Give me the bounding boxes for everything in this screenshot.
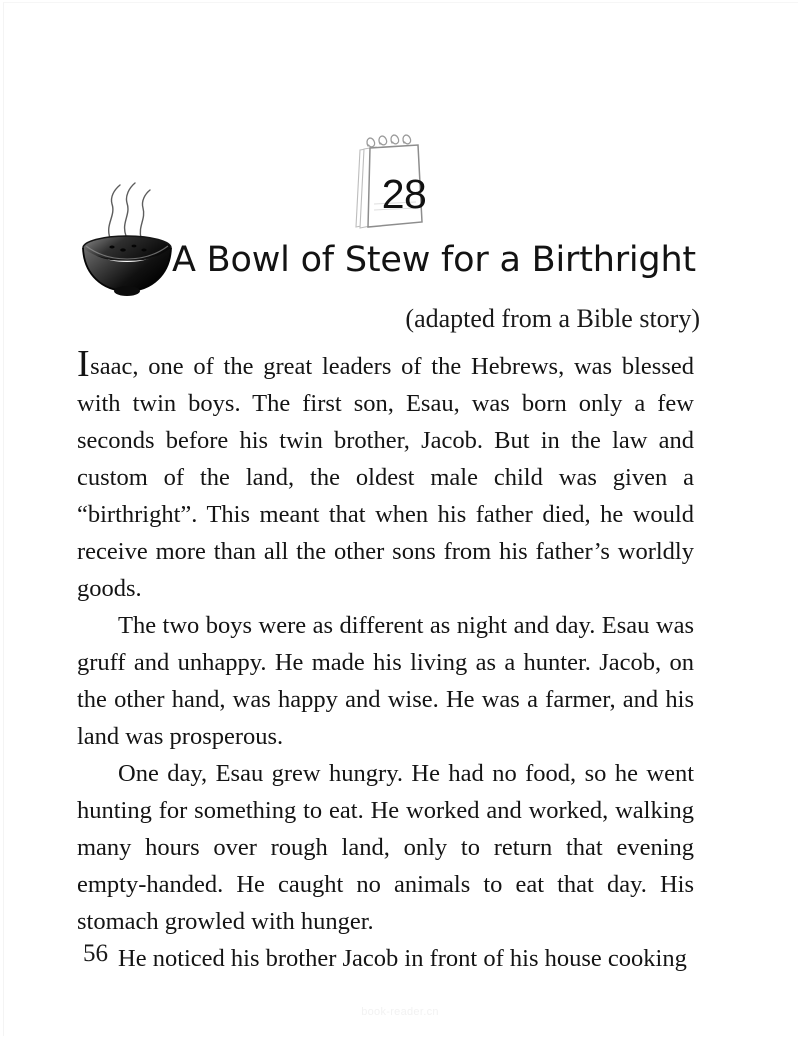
story-body [77, 343, 694, 977]
paragraph: The two boys were as different as night and day. Esau was gruff and unhappy. He made his living as a hunter. Jacob, on the other hand, was happy and wise. He was a farmer, and his land was prosperous. [77, 612, 694, 750]
drop-cap: I [77, 343, 91, 385]
flip-calendar-icon [330, 128, 460, 236]
paragraph: One day, Esau grew hungry. He had no food, so he went hunting for something to eat. He worked and worked, walking many hours over rough land, only to return that evening empty-handed. He caught no animals to eat that day. His stomach growled with hunger. [77, 760, 694, 935]
chapter-title: A Bowl of Stew for a Birthright [172, 240, 696, 280]
chapter-number: 28 [381, 171, 427, 217]
paragraph: He noticed his brother Jacob in front of his house cooking [118, 945, 687, 972]
page-number: 56 [83, 940, 108, 967]
paragraph [77, 343, 694, 607]
watermark: book-reader.cn [361, 1006, 439, 1018]
paragraph-text: saac, one of the great leaders of the Hebrews, was blessed with twin boys. The first son, Esau, was born only a few seconds before his twin brother, Jacob. But in the law and custom of the land, the oldest male child was given a “birthright”. This meant that when his father died, he would receive more than all the other sons from his father’s worldly goods. [77, 353, 694, 602]
chapter-subtitle: (adapted from a Bible story) [405, 304, 700, 333]
